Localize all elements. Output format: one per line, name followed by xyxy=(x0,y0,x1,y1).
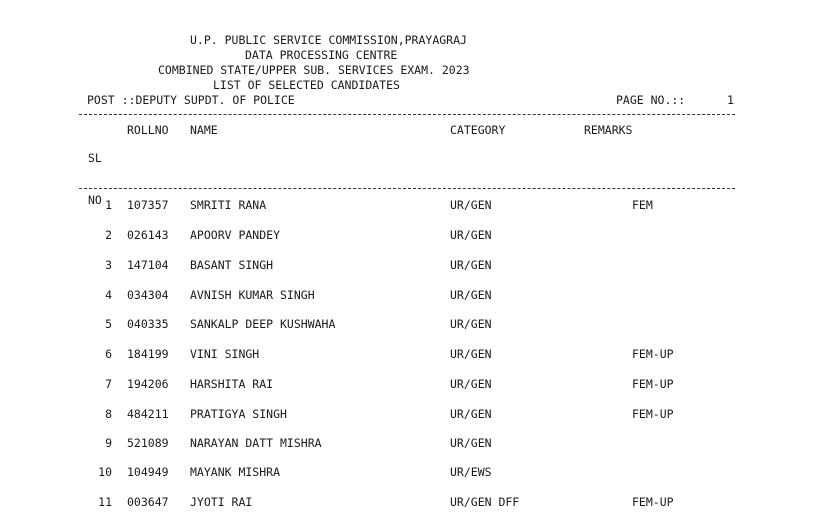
row-category: UR/GEN xyxy=(450,198,492,212)
row-name: MAYANK MISHRA xyxy=(190,465,281,479)
row-rollno: 026143 xyxy=(127,228,169,242)
row-rollno: 003647 xyxy=(127,495,169,509)
centre-title: DATA PROCESSING CENTRE xyxy=(245,48,398,62)
row-name: VINI SINGH xyxy=(190,347,260,361)
row-rollno: 107357 xyxy=(127,198,169,212)
col-header-sl-line2: NO xyxy=(88,193,102,207)
col-header-category: CATEGORY xyxy=(450,123,506,137)
row-name: AVNISH KUMAR SINGH xyxy=(190,288,315,302)
row-name: JYOTI RAI xyxy=(190,495,253,509)
row-sl: 6 xyxy=(105,347,112,361)
header-divider-bottom xyxy=(79,188,735,189)
row-sl: 4 xyxy=(105,288,112,302)
row-sl: 1 xyxy=(105,198,112,212)
table-row xyxy=(0,435,815,451)
row-rollno: 194206 xyxy=(127,377,169,391)
table-row xyxy=(0,406,815,422)
row-name: SANKALP DEEP KUSHWAHA xyxy=(190,317,336,331)
row-remarks: FEM-UP xyxy=(632,407,674,421)
row-name: HARSHITA RAI xyxy=(190,377,274,391)
row-sl: 5 xyxy=(105,317,112,331)
row-sl: 10 xyxy=(98,465,112,479)
row-rollno: 484211 xyxy=(127,407,169,421)
row-rollno: 034304 xyxy=(127,288,169,302)
row-category: UR/GEN xyxy=(450,377,492,391)
row-rollno: 521089 xyxy=(127,436,169,450)
list-title: LIST OF SELECTED CANDIDATES xyxy=(213,78,400,92)
row-sl: 2 xyxy=(105,228,112,242)
col-header-sl xyxy=(88,123,116,235)
row-category: UR/GEN xyxy=(450,347,492,361)
row-rollno: 104949 xyxy=(127,465,169,479)
row-category: UR/GEN xyxy=(450,258,492,272)
row-category: UR/GEN xyxy=(450,288,492,302)
table-row xyxy=(0,257,815,273)
row-category: UR/GEN xyxy=(450,407,492,421)
table-row xyxy=(0,227,815,243)
header-divider-top xyxy=(79,114,735,115)
col-header-sl-line1: SL xyxy=(88,151,102,165)
row-remarks: FEM-UP xyxy=(632,495,674,509)
row-name: SMRITI RANA xyxy=(190,198,267,212)
exam-title: COMBINED STATE/UPPER SUB. SERVICES EXAM. 2023 xyxy=(158,63,470,77)
row-category: UR/GEN DFF xyxy=(450,495,520,509)
row-category: UR/GEN xyxy=(450,228,492,242)
row-sl: 9 xyxy=(105,436,112,450)
table-row xyxy=(0,197,815,213)
table-row xyxy=(0,316,815,332)
page-label: PAGE NO.:: xyxy=(616,93,686,107)
post-label: POST ::DEPUTY SUPDT. OF POLICE xyxy=(87,93,295,107)
table-row xyxy=(0,494,815,510)
row-remarks: FEM-UP xyxy=(632,377,674,391)
row-name: APOORV PANDEY xyxy=(190,228,281,242)
row-sl: 3 xyxy=(105,258,112,272)
page-number: 1 xyxy=(727,93,734,107)
row-sl: 8 xyxy=(105,407,112,421)
row-rollno: 040335 xyxy=(127,317,169,331)
row-name: NARAYAN DATT MISHRA xyxy=(190,436,322,450)
row-sl: 11 xyxy=(98,495,112,509)
col-header-rollno: ROLLNO xyxy=(127,123,169,137)
row-remarks: FEM xyxy=(632,198,653,212)
row-name: PRATIGYA SINGH xyxy=(190,407,287,421)
row-category: UR/EWS xyxy=(450,465,492,479)
row-category: UR/GEN xyxy=(450,436,492,450)
col-header-remarks: REMARKS xyxy=(584,123,633,137)
commission-title: U.P. PUBLIC SERVICE COMMISSION,PRAYAGRAJ xyxy=(190,33,467,47)
table-row xyxy=(0,287,815,303)
row-remarks: FEM-UP xyxy=(632,347,674,361)
table-row xyxy=(0,464,815,480)
col-header-name: NAME xyxy=(190,123,218,137)
table-row xyxy=(0,376,815,392)
table-row xyxy=(0,346,815,362)
row-rollno: 147104 xyxy=(127,258,169,272)
row-name: BASANT SINGH xyxy=(190,258,274,272)
row-rollno: 184199 xyxy=(127,347,169,361)
row-category: UR/GEN xyxy=(450,317,492,331)
row-sl: 7 xyxy=(105,377,112,391)
